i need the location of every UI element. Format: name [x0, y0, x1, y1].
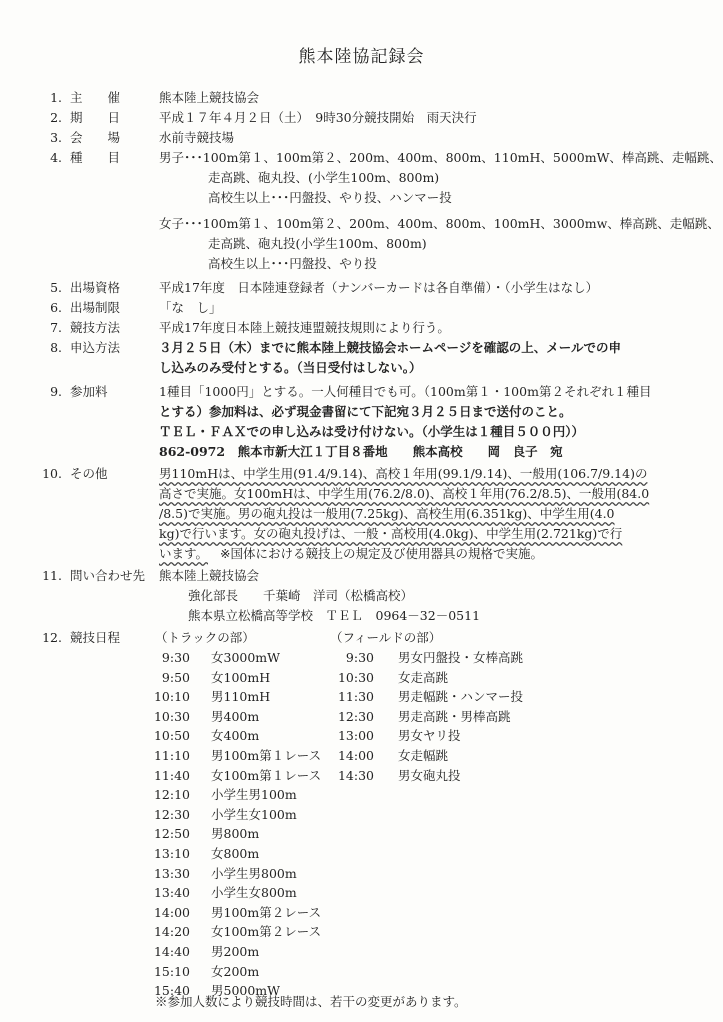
item-application [36, 338, 121, 358]
events-women-line-1: 女子･･･100m第１、100m第２、200m、400m、800m、100mH、3000mw、棒高跳、走幅跳、 [159, 216, 720, 231]
track-time: 12:30 [153, 806, 190, 822]
track-event: 男100m第１レース [211, 748, 322, 763]
track-event: 小学生女100m [211, 806, 297, 822]
track-time: 13:10 [153, 846, 190, 861]
item-label: 競技方法 [70, 320, 121, 335]
item-text: 平成17年度日本陸上競技連盟競技規則により行う。 [159, 320, 450, 335]
track-time: 12:10 [153, 787, 190, 803]
item-number: 12. [42, 630, 62, 645]
item-text: 「な し」 [159, 300, 222, 315]
track-event: 女100m第１レース [211, 767, 322, 783]
track-event: 男5000mW [211, 983, 281, 999]
item-number: 2. [50, 110, 62, 125]
application-line-2: し込みのみ受付とする。（当日受付はしない。） [159, 360, 422, 375]
item-organizer [36, 88, 260, 108]
item-label: 参加料 [70, 384, 108, 399]
track-time: 14:40 [153, 944, 190, 959]
field-time: 9:30 [345, 650, 374, 665]
field-event: 男走幅跳・ハンマー投 [398, 689, 524, 705]
application-line-1: ３月２５日（木）までに熊本陸上競技協会ホームページを確認の上、メールでの申 [159, 340, 622, 355]
field-time: 12:30 [337, 708, 374, 724]
contact-line-3: 熊本県立松橋高等学校 ＴＥＬ 0964－32－0511 [188, 608, 481, 623]
track-time: 10:10 [153, 689, 190, 705]
events-men-line-2: 走高跳、砲丸投、(小学生100m、800m) [208, 170, 440, 185]
item-number: 5. [50, 280, 62, 295]
item-label: 主 催 [70, 90, 121, 105]
field-time: 13:00 [337, 728, 374, 744]
page-title: 熊本陸協記録会 [298, 47, 425, 67]
track-event: 男400m [211, 708, 260, 724]
other-line-1: 男110mHは、中学生用(91.4/9.14)、高校１年用(99.1/9.14)、一般用(106.7/9.14)の [159, 466, 648, 481]
track-time: 13:30 [153, 865, 190, 881]
track-event: 小学生男100m [211, 787, 297, 803]
events-women-line-3: 高校生以上･･･円盤投、やり投 [208, 256, 377, 271]
item-fee [36, 382, 108, 402]
item-events [36, 148, 121, 168]
track-event: 男100m第２レース [211, 904, 322, 920]
track-event: 男800m [211, 826, 260, 842]
track-time: 13:40 [153, 885, 190, 901]
item-venue [36, 128, 235, 148]
track-event: 女800m [211, 846, 260, 861]
field-event: 男女ヤリ投 [398, 728, 461, 744]
track-time: 9:50 [161, 669, 190, 685]
events-women-line-2: 走高跳、砲丸投(小学生100m、800m) [208, 236, 427, 251]
item-number: 6. [50, 300, 62, 315]
item-number: 11. [42, 568, 62, 583]
track-event: 男110mH [211, 689, 271, 705]
track-time: 14:20 [153, 924, 190, 940]
other-line-5-note: ※国体における競技上の規定及び使用器具の規格で実施。 [220, 546, 543, 561]
footer-note: ※参加人数により競技時間は、若干の変更があります。 [155, 994, 467, 1009]
field-time: 14:00 [337, 748, 374, 763]
field-time: 10:30 [337, 669, 374, 685]
item-label: 問い合わせ先 [70, 568, 146, 583]
item-number: 4. [50, 150, 62, 165]
item-label: 出場資格 [70, 280, 121, 295]
track-event: 女100m第２レース [211, 924, 322, 940]
item-label: その他 [70, 466, 108, 481]
item-label: 期 日 [70, 110, 121, 125]
field-event: 男女円盤投・女棒高跳 [398, 650, 524, 665]
field-event: 男女砲丸投 [398, 767, 461, 783]
item-number: 1. [50, 90, 62, 105]
fee-line-1: 1種目「1000円」とする。一人何種目でも可。（100m第１・100m第２それぞれ１種目 [159, 384, 652, 399]
item-number: 9. [50, 384, 62, 399]
events-men-line-3: 高校生以上･･･円盤投、やり投、ハンマー投 [208, 190, 452, 205]
other-line-5 [159, 544, 543, 564]
field-event: 男走高跳・男棒高跳 [398, 708, 511, 724]
contact-line-2: 強化部長 千葉崎 洋司（松橋高校） [188, 588, 414, 603]
track-time: 15:40 [153, 983, 190, 999]
fee-line-3: ＴＥＬ・ＦＡＸでの申し込みは受け付けない。（小学生は１種目５００円）） [159, 424, 585, 439]
item-label: 種 目 [70, 150, 121, 165]
track-time: 11:10 [153, 748, 190, 763]
field-event: 女走高跳 [398, 669, 449, 685]
track-event: 小学生女800m [211, 885, 297, 901]
item-contact [36, 566, 146, 586]
item-number: 8. [50, 340, 62, 355]
fee-line-2: とする）参加料は、必ず現金書留にて下記宛３月２５日まで送付のこと。 [159, 404, 572, 419]
item-eligibility [36, 278, 599, 298]
track-event: 女100mH [211, 669, 271, 685]
other-line-4: kg)で行います。女の砲丸投げは、一般・高校用(4.0kg)、中学生用(2.721kg)で行 [159, 526, 623, 541]
item-text: 熊本陸上競技協会 [159, 90, 260, 105]
track-time: 10:50 [153, 728, 190, 744]
item-method [36, 318, 450, 338]
field-time: 11:30 [337, 689, 374, 705]
contact-line-1: 熊本陸上競技協会 [159, 568, 260, 583]
track-time: 11:40 [153, 767, 190, 783]
track-time: 14:00 [153, 904, 190, 920]
other-line-5-underlined: います。 [159, 546, 209, 561]
item-limit [36, 298, 222, 318]
track-event: 女3000mW [211, 650, 281, 665]
fee-address: 862-0972 熊本市新大江１丁目８番地 熊本高校 岡 良子 宛 [159, 444, 563, 459]
track-event: 女200m [211, 963, 260, 979]
item-schedule [36, 628, 121, 648]
track-time: 10:30 [153, 708, 190, 724]
item-date [36, 108, 477, 128]
item-other [36, 464, 108, 484]
field-heading: （フィールドの部） [330, 630, 442, 645]
item-number: 10. [42, 466, 62, 481]
events-men-line-1: 男子･･･100m第１、100m第２、200m、400m、800m、110mH、5000mW、棒高跳、走幅跳、 [159, 150, 722, 165]
item-label: 会 場 [70, 130, 121, 145]
other-line-3: /8.5)で実施。男の砲丸投は一般用(7.25kg)、高校生用(6.351kg)、中学生用(4.0 [159, 506, 615, 521]
track-event: 小学生男800m [211, 865, 297, 881]
field-time: 14:30 [337, 767, 374, 783]
track-event: 女400m [211, 728, 260, 744]
item-text: 水前寺競技場 [159, 130, 235, 145]
item-label: 出場制限 [70, 300, 121, 315]
item-text: 平成１７年４月２日（土） 9時30分競技開始 雨天決行 [159, 110, 477, 125]
other-line-2: 高さで実施。女100mHは、中学生用(76.2/8.0)、高校１年用(76.2/8.5)、一般用(84.0 [159, 486, 650, 501]
track-time: 15:10 [153, 963, 190, 979]
track-time: 12:50 [153, 826, 190, 842]
item-number: 7. [50, 320, 62, 335]
track-event: 男200m [211, 944, 260, 959]
item-text: 平成17年度 日本陸連登録者（ナンバーカードは各自準備）・（小学生はなし） [159, 280, 599, 295]
item-number: 3. [50, 130, 62, 145]
field-event: 女走幅跳 [398, 748, 449, 763]
track-time: 9:30 [161, 650, 190, 665]
item-label: 申込方法 [70, 340, 121, 355]
track-heading: （トラックの部） [155, 630, 255, 645]
item-label: 競技日程 [70, 630, 121, 645]
